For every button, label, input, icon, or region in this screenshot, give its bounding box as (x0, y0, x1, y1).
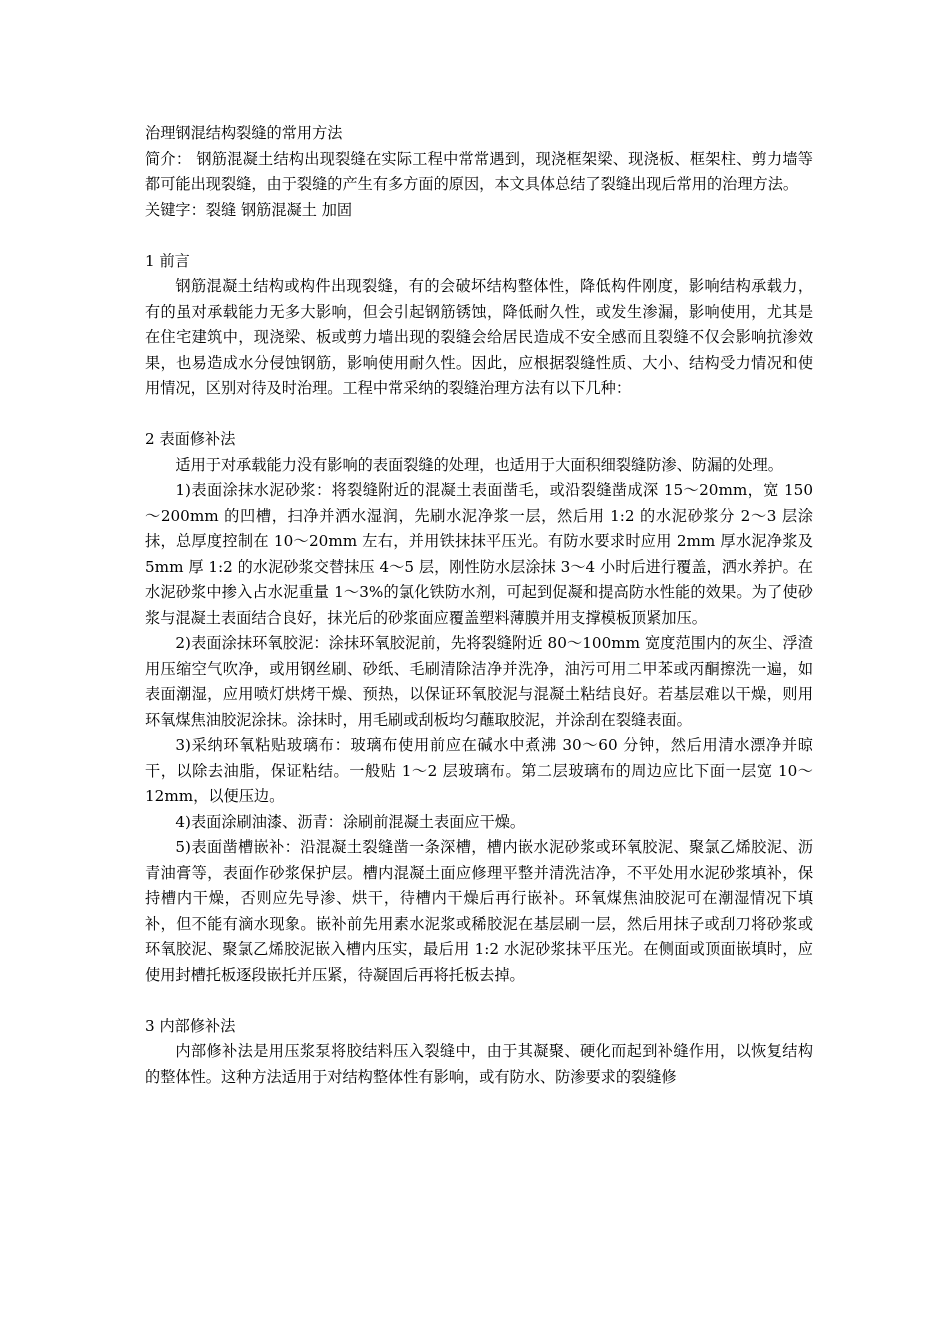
section-heading: 1 前言 (145, 251, 190, 270)
paragraph: 4)表面涂刷油漆、沥青：涂刷前混凝土表面应干燥。 (175, 812, 526, 831)
paragraph: 5)表面凿槽嵌补：沿混凝土裂缝凿一条深槽，槽内嵌水泥砂浆或环氧胶泥、聚氯乙烯胶泥、沥青油膏等，表面作砂浆保护层。槽内混凝土面应修理平整并清洗洁净，不平处用水泥砂浆填补，保持槽内干燥，否则应先导渗、烘干，待槽内干燥后再行嵌补。环氧煤焦油胶泥可在潮湿情况下填补，但不能有滴水现象。嵌补前先用素水泥浆或稀胶泥在基层刷一层，然后用抹子或刮刀将砂浆或环氧胶泥、聚氯乙烯胶泥嵌入槽内压实，最后用 1:2 水泥砂浆抹平压光。在侧面或顶面嵌填时，应使用封槽托板逐段嵌托并压紧，待凝固后再将托板去掉。 (145, 838, 813, 984)
paragraph: 1)表面涂抹水泥砂浆：将裂缝附近的混凝土表面凿毛，或沿裂缝凿成深 15～20mm，宽 150～200mm 的凹槽，扫净并洒水湿润，先刷水泥净浆一层，然后用 1:2 的水泥砂浆分 2～3 层涂抹，总厚度控制在 10～20mm 左右，并用铁抹抹平压光。有防水要求时应用 2mm 厚水泥净浆及 5mm 厚 1:2 的水泥砂浆交替抹压 4～5 层，刚性防水层涂抹 3～4 小时后进行覆盖，洒水养护。在水泥砂浆中掺入占水泥重量 1～3%的氯化铁防水剂，可起到促凝和提高防水性能的效果。为了使砂浆与混凝土表面结合良好，抹光后的砂浆面应覆盖塑料薄膜并用支撑模板顶紧加压。 (145, 481, 813, 627)
keywords: 关键字：裂缝 钢筋混凝土 加固 (145, 200, 353, 219)
abstract: 简介： 钢筋混凝土结构出现裂缝在实际工程中常常遇到，现浇框架梁、现浇板、框架柱、剪力墙等都可能出现裂缝，由于裂缝的产生有多方面的原因，本文具体总结了裂缝出现后常用的治理方法。 (145, 149, 813, 193)
paragraph: 2)表面涂抹环氧胶泥：涂抹环氧胶泥前，先将裂缝附近 80～100mm 宽度范围内的灰尘、浮渣用压缩空气吹净，或用钢丝刷、砂纸、毛刷清除洁净并洗净，油污可用二甲苯或丙酮擦洗一遍，如表面潮湿，应用喷灯烘烤干燥、预热，以保证环氧胶泥与混凝土粘结良好。若基层难以干燥，则用环氧煤焦油胶泥涂抹。涂抹时，用毛刷或刮板均匀蘸取胶泥，并涂刮在裂缝表面。 (145, 634, 813, 729)
paragraph: 3)采纳环氧粘贴玻璃布：玻璃布使用前应在碱水中煮沸 30～60 分钟，然后用清水漂净并晾干，以除去油脂，保证粘结。一般贴 1～2 层玻璃布。第二层玻璃布的周边应比下面一层宽 10～12mm，以便压边。 (145, 736, 813, 805)
section-heading: 3 内部修补法 (145, 1016, 236, 1035)
paragraph: 内部修补法是用压浆泵将胶结料压入裂缝中，由于其凝聚、硬化而起到补缝作用，以恢复结构的整体性。这种方法适用于对结构整体性有影响，或有防水、防渗要求的裂缝修 (145, 1042, 813, 1086)
spacer (145, 988, 813, 1014)
document-page (145, 121, 813, 1090)
section-heading: 2 表面修补法 (145, 430, 236, 448)
spacer (145, 223, 813, 249)
spacer (145, 402, 813, 428)
document-title: 治理钢混结构裂缝的常用方法 (145, 124, 343, 142)
paragraph: 钢筋混凝土结构或构件出现裂缝，有的会破坏结构整体性，降低构件刚度，影响结构承载力，有的虽对承载能力无多大影响，但会引起钢筋锈蚀，降低耐久性，或发生渗漏，影响使用，尤其是在住宅建筑中，现浇梁、板或剪力墙出现的裂缝会给居民造成不安全感而且裂缝不仅会影响抗渗效果，也易造成水分侵蚀钢筋，影响使用耐久性。因此，应根据裂缝性质、大小、结构受力情况和使用情况，区别对待及时治理。工程中常采纳的裂缝治理方法有以下几种： (145, 277, 813, 397)
paragraph: 适用于对承载能力没有影响的表面裂缝的处理，也适用于大面积细裂缝防渗、防漏的处理。 (175, 455, 783, 474)
